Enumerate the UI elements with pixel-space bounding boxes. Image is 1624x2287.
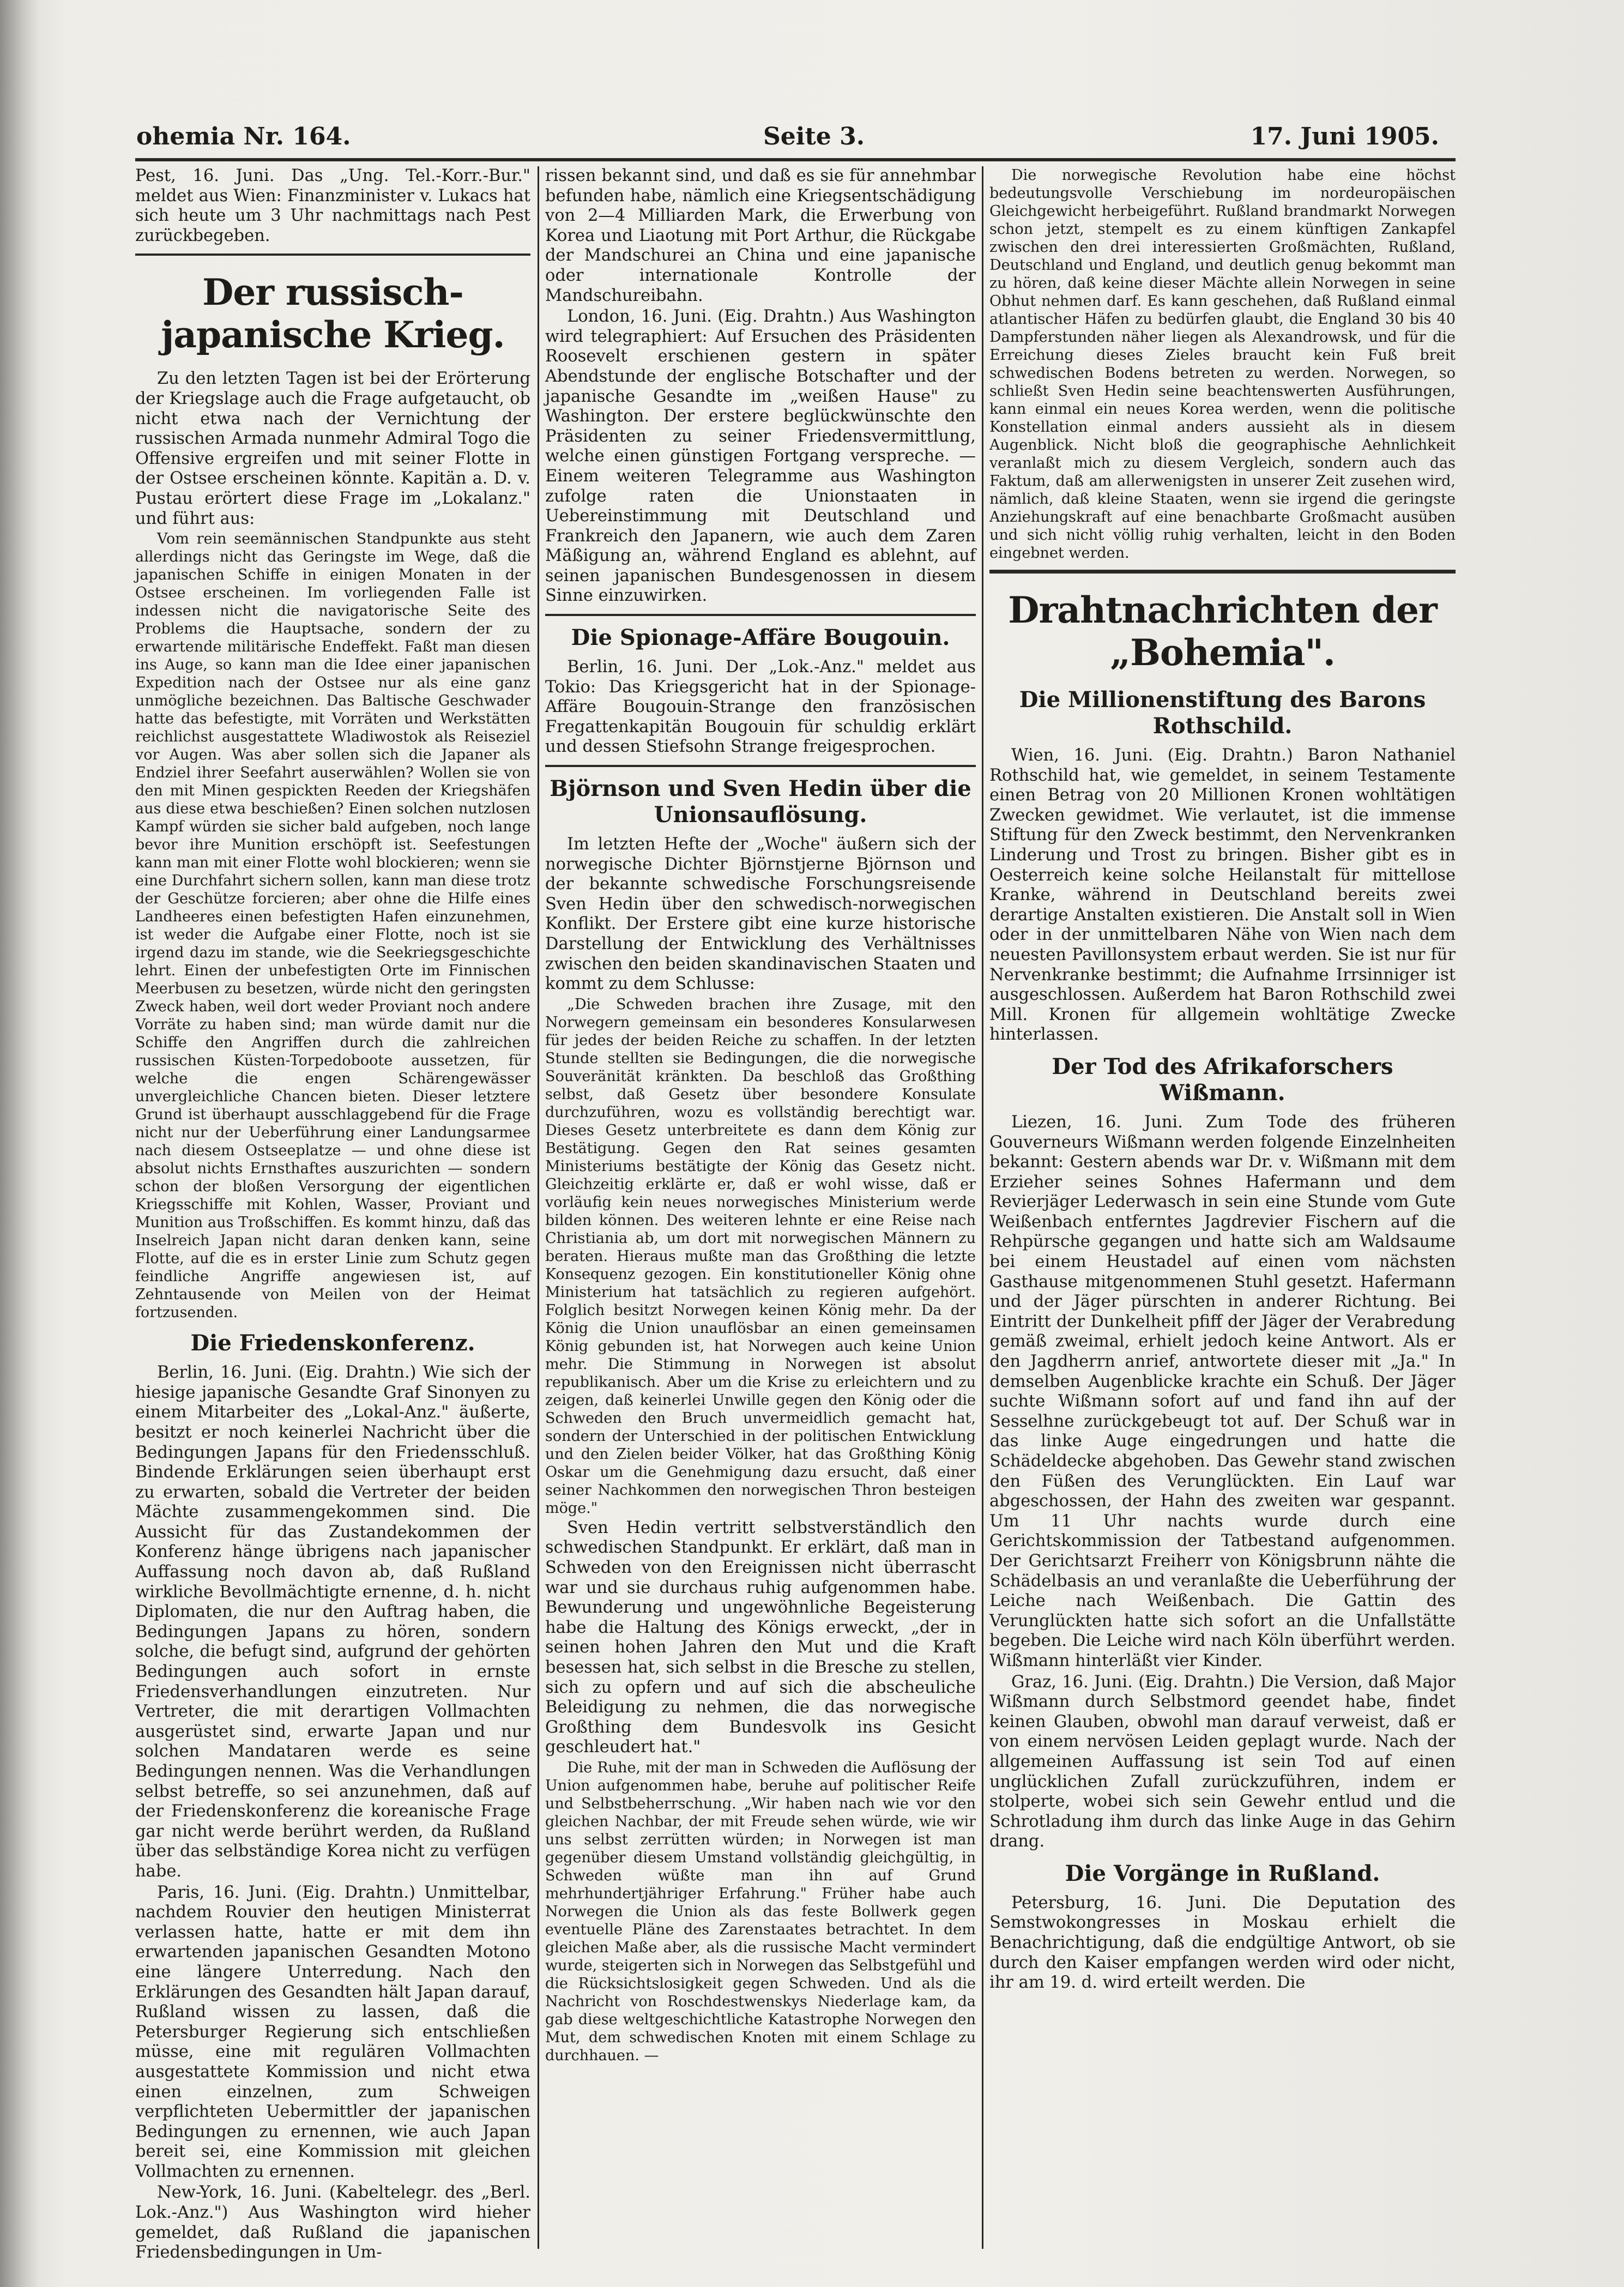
subhead-spionage-affair: Die Spionage-Affäre Bougouin. xyxy=(571,625,950,651)
article-berlin-peace: Berlin, 16. Juni. (Eig. Drahtn.) Wie sich der hiesige japanische Gesandte Graf Sinonyen zu einem Mitarbeiter des „Lokal-Anz." äußerte, besitzt er noch keinerlei Nachricht über die Bedingungen Japans für den Friedensschluß. Bindende Erklärungen seien überhaupt erst zu erwarten, sobald die Vertreter der beiden Mächte zusammengekommen sind. Die Aussicht für das Zustandekommen der Konferenz hänge übrigens nach japanischer Auffassung noch davon ab, daß Rußland wirkliche Bevollmächtigte ernenne, d. h. nicht Diplomaten, die nur den Auftrag haben, die Bedingungen Japans zu hören, sondern solche, die befugt sind, aufgrund der gehörten Bedingungen auch sofort in ernste Friedensverhandlungen einzutreten. Nur Vertreter, die mit derartigen Vollmachten ausgerüstet sind, erwarte Japan und nur solchen Mandataren werde es seine Bedingungen nennen. Was die Verhandlungen selbst betreffe, so sei anzunehmen, daß auf der Friedenskonferenz die koreanische Frage gar nicht werde berührt werden, da Rußland über das selbständige Korea nicht zu verfügen habe. xyxy=(135,1363,530,1881)
article-war-analysis: Vom rein seemännischen Standpunkte aus steht allerdings nicht das Geringste im Wege, daß die japanischen Schiffe in einigen Monaten in der Ostsee erscheinen. Im vorliegenden Falle ist indessen nicht die navigatorische Seite des Problems die Hauptsache, sondern der zu erwartende militärische Endeffekt. Faßt man diesen ins Auge, so kann man die Idee einer japanischen Expedition nach der Ostsee nur als eine ganz unmögliche bezeichnen. Das Baltische Geschwader hatte das befestigte, mit Vorräten und Werkstätten reichlichst ausgestattete Wladiwostok als Reiseziel vor Augen. Was aber sollen sich die Japaner als Endziel ihrer Seefahrt auserwählen? Wollen sie von den mit Minen gespickten Reeden der Kriegshäfen aus diese etwa beschießen? Einen solchen nutzlosen Kampf würden sie sicher bald aufgeben, noch lange bevor ihre Munition erschöpft ist. Seefestungen kann man mit einer Flotte wohl blockieren; wenn sie eine Durchfahrt sichern sollen, kann man diese trotz der Geschütze forcieren; aber ohne die Hilfe eines Landheeres einen befestigten Hafen einzunehmen, ist weder die Aufgabe einer Flotte, noch ist sie irgend dazu im stande, wie die Seekriegsgeschichte lehrt. Einen der unbefestigten Orte im Finnischen Meerbusen zu besetzen, würde nicht den geringsten Zweck haben, weil dort weder Proviant noch andere Vorräte zu haben sind; man würde damit nur die Schiffe den Angriffen durch die zahlreichen russischen Küsten-Torpedoboote aussetzen, für welche die engen Schärengewässer unvergleichliche Chancen bieten. Dieser letztere Grund ist überhaupt ausschlaggebend für die Frage nicht nur der Ueberführung einer Landungsarmee nach diesem Ostseeplatze — und ohne diese ist absolut nichts Ernsthaftes auszurichten — sondern schon der bloßen Versorgung der eigentlichen Kriegsschiffe mit Kohlen, Wasser, Proviant und Munition aus Troßschiffen. Es kommt hinzu, daß das Inselreich Japan nicht daran denken kann, seine Flotte, auf die es in erster Linie zum Schutz gegen feindliche Angriffe angewiesen ist, auf Zehntausende von Meilen von der Heimat fortzusenden. xyxy=(135,530,530,1321)
article-london-washington: London, 16. Juni. (Eig. Drahtn.) Aus Washington wird telegraphiert: Auf Ersuchen des Präsidenten Roosevelt erschienen gestern in später Abendstunde der englische Botschafter und der japanische Gesandte im „weißen Hause" zu Washington. Der erstere beglückwünschte den Präsidenten zu seiner Friedensvermittlung, welche einen günstigen Fortgang verspreche. — Einem weiteren Telegramme aus Washington zufolge raten die Unionstaaten in Uebereinstimmung mit Deutschland und Frankreich den Japanern, wie auch dem Zaren Mäßigung an, während England es ablehnt, auf seinen japanischen Bundesgenossen in diesem Sinne einzuwirken. xyxy=(545,307,976,606)
subhead-peace-conference: Die Friedenskonferenz. xyxy=(190,1330,475,1356)
article-bjornson-quote: „Die Schweden brachen ihre Zusage, mit den Norwegern gemeinsam ein besonderes Konsularwesen für jedes der beiden Reiche zu schaffen. In der letzten Stunde stellten sie Bedingungen, die die norwegische Souveränität kränkten. Da beschloß das Großthing selbst, daß Gesetz über besondere Konsulate durchzuführen, wozu es vollständig berechtigt war. Dieses Gesetz unterbreitete es dann dem König zur Bestätigung. Gegen den Rat seines gesamten Ministeriums bestätigte der König das Gesetz nicht. Gleichzeitig erklärte er, daß er wohl wisse, daß er vorläufig kein neues norwegisches Ministerium werde bilden können. Des weiteren lehnte er eine Reise nach Christiania ab, um dort mit norwegischen Männern zu beraten. Hieraus mußte man das Großthing die letzte Konsequenz gezogen. Ein konstitutioneller König ohne Ministerium hat tatsächlich zu regieren aufgehört. Folglich besitzt Norwegen keinen König mehr. Da der König die Union unauflösbar an einen gemeinsamen König gebunden ist, hat Norwegen auch keine Union mehr. Die Stimmung in Norwegen ist absolut republikanisch. Aber um die Krise zu erleichtern und zu zeigen, daß keinerlei Unwille gegen den König oder die Schweden den Bruch unvermeidlich gemacht hat, sondern der Unterschied in der politischen Entwicklung und den Zielen beider Völker, hat das Großthing König Oskar um die Genehmigung dazu ersucht, daß einer seiner Nachkommen den norwegischen Thron besteigen möge." xyxy=(545,995,976,1517)
headline-russo-japanese-war: Der russisch-japanische Krieg. xyxy=(161,271,505,357)
article-sven-hedin-view: Sven Hedin vertritt selbstverständlich den schwedischen Standpunkt. Er erklärt, daß man in Schweden von den Ereignissen nicht überrascht war und sie durchaus ruhig aufgenommen habe. Bewunderung und ungewöhnliche Begeisterung habe die Haltung des Königs erweckt, „der in seinen hohen Jahren den Mut und die Kraft besessen hat, sich selbst in die Bresche zu stellen, sich zu opfern und auf sich die abscheuliche Beleidigung zu nehmen, die das norwegische Großthing dem Bundesvolk ins Gesicht geschleudert hat." xyxy=(545,1518,976,1757)
separator xyxy=(545,765,976,767)
header-issue: ohemia Nr. 164. xyxy=(136,123,351,150)
separator xyxy=(135,254,530,256)
article-vienna-rothschild: Wien, 16. Juni. (Eig. Drahtn.) Baron Nathaniel Rothschild hat, wie gemeldet, in seinem Testamente einen Betrag von 20 Millionen Kronen wohltätigen Zwecken gewidmet. Wie verlautet, ist die immense Stiftung für den Zweck bestimmt, den Nervenkranken Linderung und Trost zu bringen. Bisher gibt es in Oesterreich keine solche Heilanstalt für mittellose Kranke, während in Deutschland bereits zwei derartige Anstalten existieren. Die Anstalt soll in Wien oder in der unmittelbaren Nähe von Wien nach dem neuesten Pavillonsystem erbaut werden. Sie ist nur für Nervenkranke bestimmt; die Aufnahme Irrsinniger ist ausgeschlossen. Außerdem hat Baron Rothschild zwei Mill. Kronen für allgemein wohltätige Zwecke hinterlassen. xyxy=(989,746,1456,1045)
column-1 xyxy=(135,166,530,2262)
article-berlin-tokio-spionage: Berlin, 16. Juni. Der „Lok.-Anz." meldet aus Tokio: Das Kriegsgericht hat in der Spionage-Affäre Bougouin-Strange den französischen Fregattenkapitän Bougouin für schuldig erklärt und dessen Stiefsohn Strange freigesprochen. xyxy=(545,657,976,757)
header-rule xyxy=(135,158,1456,161)
page-binding-shadow xyxy=(0,0,38,2287)
page-header xyxy=(136,123,1439,155)
column-rule-2 xyxy=(982,166,983,2249)
article-petersburg-deputation: Petersburg, 16. Juni. Die Deputation des Semstwokongresses in Moskau erhielt die Benachrichtigung, daß die endgültige Antwort, ob sie durch den Kaiser empfangen werden wird oder nicht, ihr am 19. d. wird erteilt werden. Die xyxy=(989,1893,1456,1993)
subhead-wissmann-death: Der Tod des Afrikaforschers Wißmann. xyxy=(1052,1053,1393,1106)
article-peace-terms-continued: rissen bekannt sind, und daß es sie für annehmbar befunden habe, nämlich eine Kriegsentschädigung von 2—4 Milliarden Mark, die Erwerbung von Korea und Liaotung mit Port Arthur, die Rückgabe der Mandschurei an China und eine japanische oder internationale Kontrolle der Mandschureibahn. xyxy=(545,166,976,305)
column-rule-1 xyxy=(538,166,539,2249)
column-2 xyxy=(545,166,976,2249)
header-date: 17. Juni 1905. xyxy=(1250,123,1439,150)
header-page-number: Seite 3. xyxy=(763,123,865,150)
article-paris-peace: Paris, 16. Juni. (Eig. Drahtn.) Unmittelbar, nachdem Rouvier den heutigen Ministerrat verlassen hatte, hatte er mit dem ihn erwartenden japanischen Gesandten Motono eine längere Unterredung. Nach den Erklärungen des Gesandten hält Japan darauf, Rußland wissen zu lassen, daß die Petersburger Regierung sich entschließen müsse, eine mit regulären Vollmachten ausgestattete Kommission und nicht etwa einen einzelnen, zum Schweigen verpflichteten Uebermittler der japanischen Bedingungen zu ernennen, wie auch Japan bereit sei, eine Kommission mit gleichen Vollmachten zu ernennen. xyxy=(135,1882,530,2181)
headline-drahtnachrichten: Drahtnachrichten der „Bohemia". xyxy=(1008,589,1437,674)
subhead-bjornson-hedin: Björnson und Sven Hedin über die Unionsauflösung. xyxy=(550,776,971,828)
subhead-rothschild-foundation: Die Millionenstiftung des Barons Rothschild. xyxy=(1019,687,1426,739)
separator xyxy=(989,570,1456,574)
subhead-events-russia: Die Vorgänge in Rußland. xyxy=(1065,1860,1380,1886)
article-war-intro: Zu den letzten Tagen ist bei der Erörterung der Kriegslage auch die Frage aufgetaucht, ob nicht etwa nach der Vernichtung der russischen Armada nunmehr Admiral Togo die Offensive ergreifen und mit seiner Flotte in der Ostsee erscheinen könnte. Kapitän a. D. v. Pustau erörtert diese Frage im „Lokalanz." und führt aus: xyxy=(135,369,530,528)
article-pest-finance-minister: Pest, 16. Juni. Das „Ung. Tel.-Korr.-Bur." meldet aus Wien: Finanzminister v. Lukacs hat sich heute um 3 Uhr nachmittags nach Pest zurückbegeben. xyxy=(135,166,530,245)
article-graz-wissmann: Graz, 16. Juni. (Eig. Drahtn.) Die Version, daß Major Wißmann durch Selbstmord geendet habe, findet keinen Glauben, obwohl man darauf verweist, daß er von einem nervösen Leiden geplagt wurde. Nach der allgemeinen Auffassung ist sein Tod auf einen unglücklichen Zufall zurückzuführen, indem er stolperte, wobei sich sein Gewehr entlud und die Schrotladung ihm durch das linke Auge in das Gehirn drang. xyxy=(989,1672,1456,1851)
separator xyxy=(545,614,976,616)
article-sven-hedin-quote: Die Ruhe, mit der man in Schweden die Auflösung der Union aufgenommen habe, beruhe auf politischer Reife und Selbstbeherrschung. „Wir haben nach wie vor den gleichen Nachbar, der mit Freude sehen würde, wie wir uns selbst zerrütten würden; in Norwegen ist man gegenüber diesem Umstand vollständig gleichgültig, in Schweden wüßte man ihn auf Grund mehrhundertjähriger Erfahrung." Früher habe auch Norwegen die Union als das feste Bollwerk gegen eventuelle Pläne des Zarenstaates betrachtet. In dem gleichen Maße aber, als die russische Macht vermindert wurde, steigerten sich in Norwegen das Selbstgefühl und die Rücksichtslosigkeit gegen Schweden. Und als die Nachricht von Roschdestwenskys Niederlage kam, da gab diese weltgeschichtliche Katastrophe Norwegen den Mut, dem schwedischen Knoten mit einem Schlage zu durchhauen. — xyxy=(545,1759,976,2064)
article-liezen-wissmann: Liezen, 16. Juni. Zum Tode des früheren Gouverneurs Wißmann werden folgende Einzelnheiten bekannt: Gestern abends war Dr. v. Wißmann mit dem Erzieher seines Sohnes Hafermann und dem Revierjäger Lederwasch in sein eine Stunde vom Gute Weißenbach entferntes Jagdrevier Fischern auf die Rehpürsche gegangen und hatte sich am Waldsaume bei einem Heustadel auf einen vom nächsten Gasthause mitgenommenen Stuhl gesetzt. Hafermann und der Jäger pürschten in anderer Richtung. Bei Eintritt der Dunkelheit pfiff der Jäger der Verabredung gemäß zweimal, erhielt jedoch keine Antwort. Als er den Jagdherrn anrief, antwortete dieser mit „Ja." In demselben Augenblicke krachte ein Schuß. Der Jäger suchte Wißmann sofort auf und fand ihn auf der Sesselhne zurückgebeugt tot auf. Der Schuß war in das linke Auge eingedrungen und hatte die Schädeldecke abgehoben. Das Gewehr stand zwischen den Füßen des Verunglückten. Ein Lauf war abgeschossen, der Hahn des zweiten war gespannt. Um 11 Uhr nachts wurde durch eine Gerichtskommission der Tatbestand aufgenommen. Der Gerichtsarzt Freiherr von Königsbrunn nähte die Schädelbasis an und veranlaßte die Ueberführung der Leiche nach Weißenbach. Die Gattin des Verunglückten hatte sich sofort an die Unfallstätte begeben. Die Leiche wird nach Köln überführt werden. Wißmann hinterläßt vier Kinder. xyxy=(989,1112,1456,1670)
article-norwegian-revolution: Die norwegische Revolution habe eine höchst bedeutungsvolle Verschiebung im nordeuropäischen Gleichgewicht herbeigeführt. Rußland brandmarkt Norwegen schon jetzt, stempelt es zu einem künftigen Zankapfel zwischen den drei interessierten Großmächten, Rußland, Deutschland und England, und deutlich genug bekommt man zu hören, daß keine dieser Mächte allein Norwegen in seine Obhut nehmen darf. Es kann geschehen, daß Rußland einmal atlantischer Häfen zu bedürfen glaubt, die England 30 bis 40 Dampferstunden näher liegen als Alexandrowsk, und für die Erreichung dieses Zieles braucht kein Fuß breit schwedischen Bodens betreten zu werden. Norwegen, so schließt Sven Hedin seine beachtenswerten Ausführungen, kann einmal ein neues Korea werden, wenn die politische Konstellation einmal anders aussieht als in diesem Augenblick. Nicht bloß die geographische Aehnlichkeit veranlaßt mich zu diesem Vergleich, sondern auch das Faktum, daß am allerwenigsten in unserer Zeit zusehen wird, nämlich, daß kleine Staaten, wenn sie irgend die geringste Anziehungskraft auf eine benachbarte Großmacht ausüben und sich nicht völlig ruhig verhalten, leicht in den Boden eingebnet werden. xyxy=(989,167,1456,562)
article-new-york-peace: New-York, 16. Juni. (Kabeltelegr. des „Berl. Lok.-Anz.") Aus Washington wird hieher gemeldet, daß Rußland die japanischen Friedensbedingungen in Um- xyxy=(135,2183,530,2262)
column-3 xyxy=(989,166,1456,2249)
article-union-dissolution-intro: Im letzten Hefte der „Woche" äußern sich der norwegische Dichter Björnstjerne Björnson und der bekannte schwedische Forschungsreisende Sven Hedin über den schwedisch-norwegischen Konflikt. Der Erstere gibt eine kurze historische Darstellung der Entwicklung des Verhältnisses zwischen den beiden skandinavischen Staaten und kommt zu dem Schlusse: xyxy=(545,835,976,994)
